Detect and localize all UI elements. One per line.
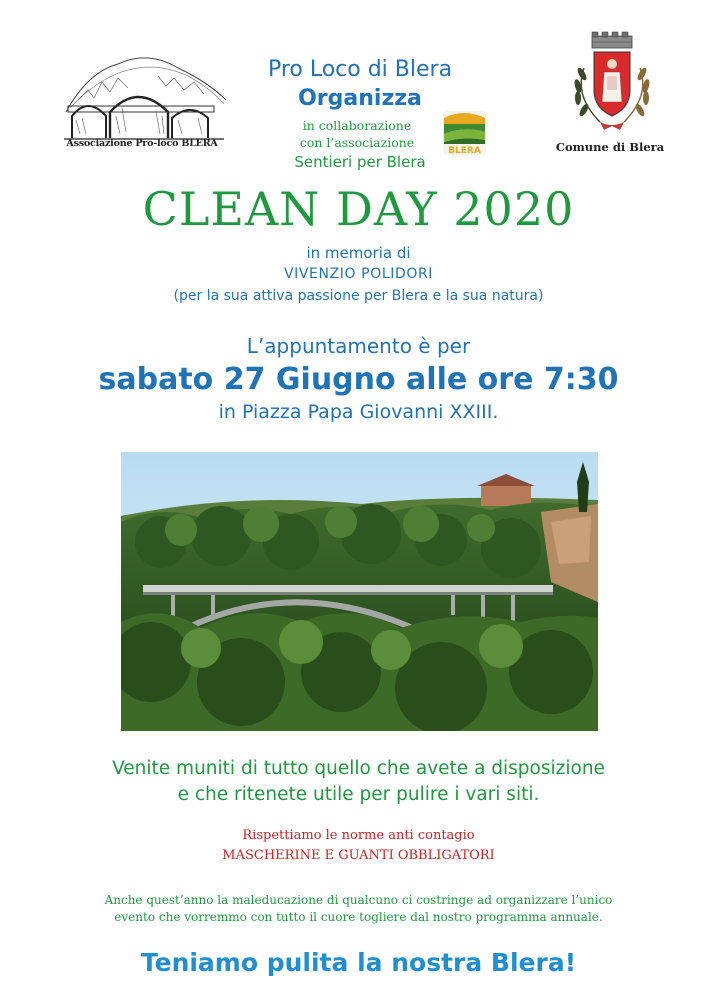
organizza-label: Organizza <box>298 86 422 111</box>
comune-caption: Comune di Blera <box>555 140 665 154</box>
proloco-caption: Associazione Pro-loco BLERA <box>66 138 218 149</box>
bridge-photo <box>121 452 598 731</box>
partner-name: Sentieri per Blera <box>294 153 426 171</box>
instructions-line-1: Venite muniti di tutto quello che avete a disposizione <box>112 758 605 779</box>
instructions-line-2: e che ritenete utile per pulire i vari siti. <box>177 784 540 805</box>
sentieri-logo <box>442 110 487 156</box>
event-title: CLEAN DAY 2020 <box>142 182 575 236</box>
collaboration-line-1: in collaborazione <box>302 118 412 133</box>
safety-line-2: MASCHERINE E GUANTI OBBLIGATORI <box>222 848 495 863</box>
sentieri-logo-text: BLERA <box>448 146 481 156</box>
safety-line-1: Rispettiamo le norme anti contagio <box>242 828 475 843</box>
event-location: in Piazza Papa Giovanni XXIII. <box>218 401 499 423</box>
memorial-intro: in memoria di <box>306 244 411 262</box>
closing-slogan: Teniamo pulita la nostra Blera! <box>140 948 577 977</box>
note-line-2: evento che vorremmo con tutto il cuore togliere dal nostro programma annuale. <box>114 910 603 924</box>
comune-coat-of-arms <box>560 30 664 142</box>
event-date-time: sabato 27 Giugno alle ore 7:30 <box>98 362 619 397</box>
memorial-dedication: (per la sua attiva passione per Blera e la sua natura) <box>173 288 544 304</box>
organizer-title: Pro Loco di Blera <box>267 57 453 82</box>
appointment-intro: L’appuntamento è per <box>246 334 471 358</box>
memorial-name: VIVENZIO POLIDORI <box>283 266 434 282</box>
collaboration-line-2: con l’associazione <box>299 135 415 150</box>
note-line-1: Anche quest’anno la maleducazione di qualcuno ci costringe ad organizzare l’unico <box>104 893 613 907</box>
